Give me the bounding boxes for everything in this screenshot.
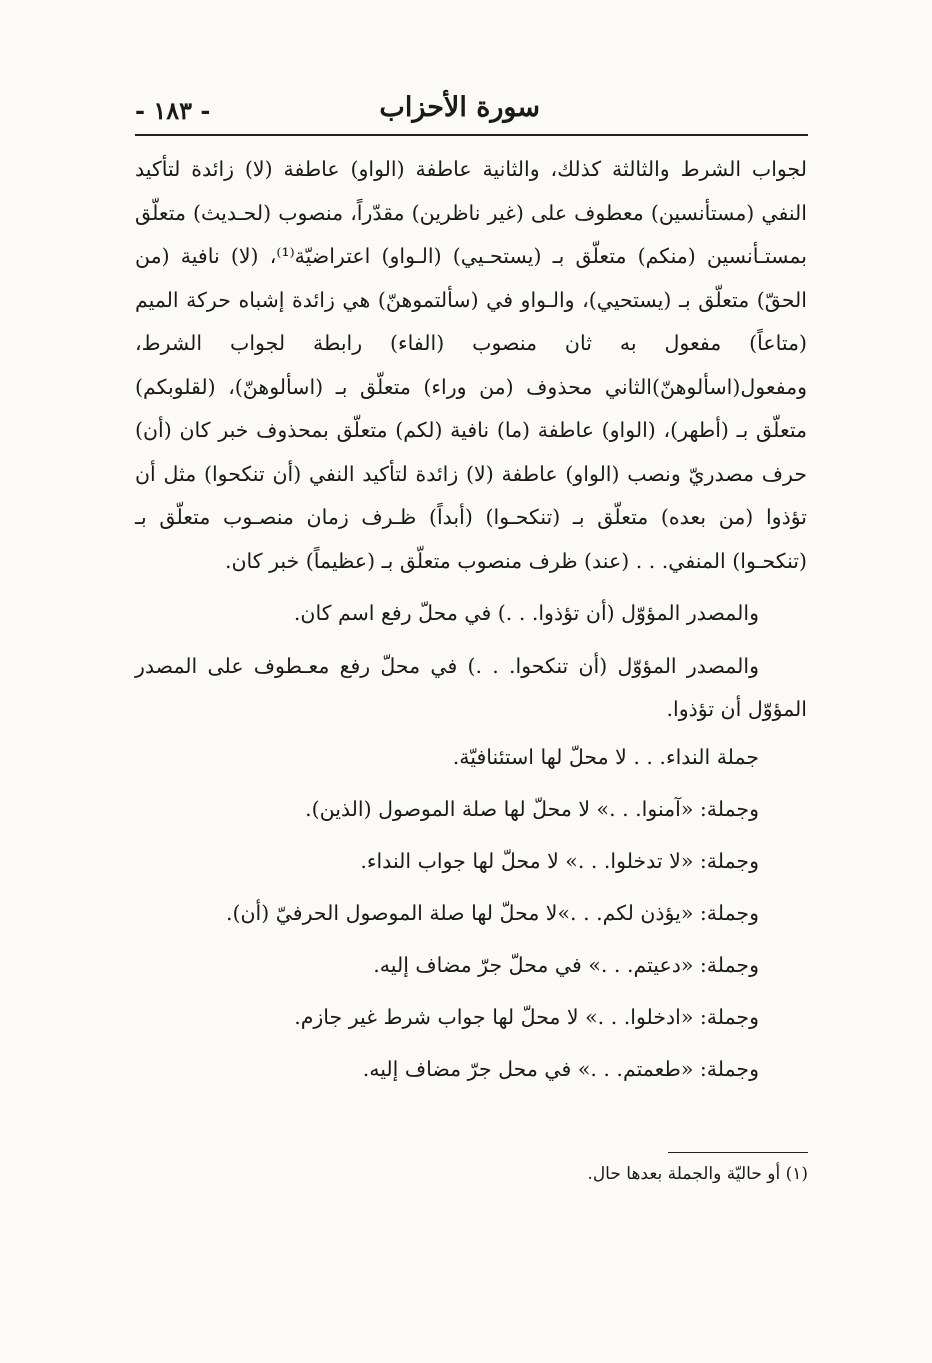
sentence-item: وجملة: «طعمتم. . .» في محل جرّ مضاف إليه.: [362, 1056, 759, 1081]
sentence-item: وجملة: «ادخلوا. . .» لا محلّ لها جواب شرط غير جازم.: [294, 1004, 759, 1029]
footnote-divider: [668, 1152, 808, 1153]
sentence-item: وجملة: «لا تدخلوا. . .» لا محلّ لها جواب النداء.: [360, 848, 759, 873]
sentence-item: جملة النداء. . . لا محلّ لها استئنافيّة.: [452, 744, 759, 769]
page-header: [135, 88, 808, 136]
page-body: [135, 148, 807, 1092]
sentence-item: وجملة: «دعيتم. . .» في محلّ جرّ مضاف إليه.: [373, 952, 759, 977]
page-title: سورة الأحزاب: [379, 92, 540, 123]
footnote: (١) أو حاليّة والجملة بعدها حال.: [587, 1164, 808, 1184]
paragraph-masdar-2: والمصدر المؤوّل (أن تنكحوا. . .) في محلّ رفع معـطوف على المصدر المؤوّل أن تؤذوا.: [135, 653, 807, 721]
header-divider: [135, 134, 808, 136]
paragraph-parsing: لجواب الشرط والثالثة كذلك، والثانية عاطفة (الواو) عاطفة (لا) زائدة لتأكيد النفي (مستأنسين) معطوف على (غير ناظرين) مقدّراً، منصوب (لحـديث) متعلّق بمستـأنسين (منكم) متعلّق بـ (يستحـيي) (الـواو) اعتراضيّة⁽¹⁾، (لا) نافية (من الحقّ) متعلّق بـ (يستحيي)، والـواو في (سألتموهنّ) هي زائدة إشباه حركة الميم (متاعاً) مفعول به ثان منصوب (الفاء) رابطة لجواب الشرط، ومفعول(اسألوهنّ)الثاني محذوف (من وراء) متعلّق بـ (اسألوهنّ)، (لقلوبكم) متعلّق بـ (أطهر)، (الواو) عاطفة (ما) نافية (لكم) متعلّق بمحذوف خبر كان (أن) حرف مصدريّ ونصب (الواو) عاطفة (لا) زائدة لتأكيد النفي (أن تنكحوا) مثل أن تؤذوا (من بعده) متعلّق بـ (تنكحـوا) (أبداً) ظـرف زمان منصـوب متعلّق بـ (تنكحـوا) المنفي. . . (عند) ظرف منصوب متعلّق بـ (عظيماً) خبر كان.: [135, 157, 807, 573]
sentence-item: وجملة: «آمنوا. . .» لا محلّ لها صلة الموصول (الذين).: [305, 796, 759, 821]
sentence-item: وجملة: «يؤذن لكم. . .»لا محلّ لها صلة الموصول الحرفيّ (أن).: [225, 900, 759, 925]
page-number: - ١٨٣ -: [135, 96, 211, 125]
sentence-list: [135, 734, 807, 1092]
paragraph-masdar-1: والمصدر المؤوّل (أن تؤذوا. . .) في محلّ رفع اسم كان.: [293, 601, 759, 625]
